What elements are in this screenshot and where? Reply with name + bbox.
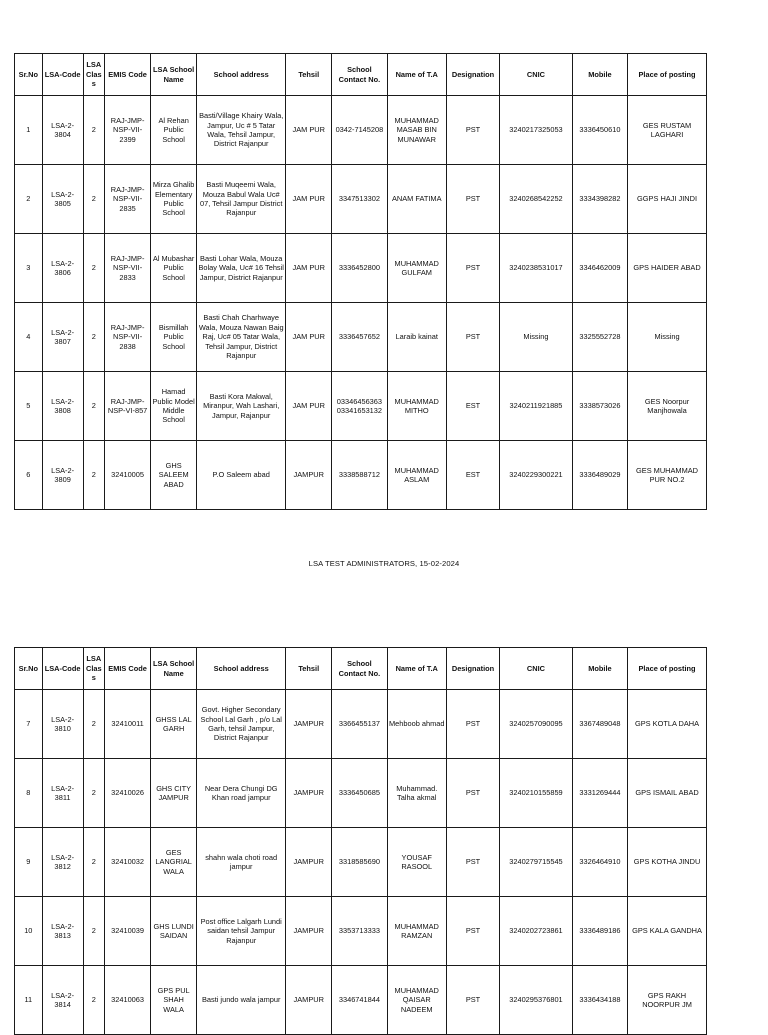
header-school-name: LSA School Name xyxy=(151,648,197,690)
cell-school-address: shahn wala choti road jampur xyxy=(197,828,286,897)
cell-posting: GGPS HAJI JINDI xyxy=(628,165,707,234)
cell-mobile: 3325552728 xyxy=(572,303,627,372)
table-row xyxy=(15,165,707,234)
header-designation: Designation xyxy=(446,54,499,96)
cell-posting: GES Noorpur Manjhowala xyxy=(628,372,707,441)
table-row xyxy=(15,372,707,441)
cell-cnic: 3240279715545 xyxy=(500,828,573,897)
cell-lsa-class: 2 xyxy=(83,897,104,966)
cell-lsa-class: 2 xyxy=(83,303,104,372)
cell-cnic: Missing xyxy=(500,303,573,372)
cell-sr-no: 8 xyxy=(15,759,43,828)
header-mobile: Mobile xyxy=(572,648,627,690)
header-contact: School Contact No. xyxy=(332,648,387,690)
cell-contact: 3338588712 xyxy=(332,441,387,510)
ta-table-1 xyxy=(14,53,707,510)
cell-lsa-class: 2 xyxy=(83,234,104,303)
cell-tehsil: JAM PUR xyxy=(286,234,332,303)
cell-emis-code: 32410026 xyxy=(105,759,151,828)
header-sr-no: Sr.No xyxy=(15,54,43,96)
cell-tehsil: JAMPUR xyxy=(286,966,332,1035)
header-school-address: School address xyxy=(197,648,286,690)
cell-designation: PST xyxy=(446,828,499,897)
table-header-row xyxy=(15,54,707,96)
header-cnic: CNIC xyxy=(500,648,573,690)
cell-mobile: 3331269444 xyxy=(572,759,627,828)
cell-posting: GPS KOTLA DAHA xyxy=(628,690,707,759)
cell-mobile: 3338573026 xyxy=(572,372,627,441)
cell-school-name: Al Mubashar Public School xyxy=(151,234,197,303)
cell-cnic: 3240295376801 xyxy=(500,966,573,1035)
table-row xyxy=(15,828,707,897)
cell-designation: PST xyxy=(446,96,499,165)
header-emis-code: EMIS Code xyxy=(105,648,151,690)
cell-posting: GPS ISMAIL ABAD xyxy=(628,759,707,828)
cell-school-address: Basti/Village Khairy Wala, Jampur, Uc # 5 Tatar Wala, Tehsil Jampur, District Rajanpur xyxy=(197,96,286,165)
cell-mobile: 3334398282 xyxy=(572,165,627,234)
table-row xyxy=(15,96,707,165)
table-row xyxy=(15,897,707,966)
cell-school-name: GHS LUNDI SAIDAN xyxy=(151,897,197,966)
cell-designation: PST xyxy=(446,303,499,372)
cell-sr-no: 7 xyxy=(15,690,43,759)
cell-mobile: 3336450610 xyxy=(572,96,627,165)
cell-emis-code: RAJ-JMP-NSP-VII-2835 xyxy=(105,165,151,234)
cell-tehsil: JAMPUR xyxy=(286,759,332,828)
cell-school-name: GHS SALEEM ABAD xyxy=(151,441,197,510)
cell-posting: Missing xyxy=(628,303,707,372)
ta-table-2 xyxy=(14,647,707,1035)
cell-posting: GPS HAIDER ABAD xyxy=(628,234,707,303)
header-ta-name: Name of T.A xyxy=(387,648,446,690)
cell-posting: GPS KOTHA JINDU xyxy=(628,828,707,897)
cell-designation: PST xyxy=(446,165,499,234)
cell-lsa-code: LSA-2-3813 xyxy=(42,897,83,966)
cell-school-address: P.O Saleem abad xyxy=(197,441,286,510)
header-lsa-code: LSA-Code xyxy=(42,54,83,96)
cell-sr-no: 11 xyxy=(15,966,43,1035)
header-tehsil: Tehsil xyxy=(286,54,332,96)
cell-lsa-code: LSA-2-3807 xyxy=(42,303,83,372)
cell-tehsil: JAMPUR xyxy=(286,690,332,759)
cell-tehsil: JAM PUR xyxy=(286,372,332,441)
cell-contact: 3347513302 xyxy=(332,165,387,234)
cell-cnic: 3240217325053 xyxy=(500,96,573,165)
cell-lsa-class: 2 xyxy=(83,441,104,510)
cell-school-name: Mirza Ghalib Elementary Public School xyxy=(151,165,197,234)
table-body xyxy=(15,96,707,510)
cell-contact: 3336457652 xyxy=(332,303,387,372)
cell-cnic: 3240211921885 xyxy=(500,372,573,441)
cell-sr-no: 1 xyxy=(15,96,43,165)
cell-ta-name: ANAM FATIMA xyxy=(387,165,446,234)
cell-school-address: Basti Lohar Wala, Mouza Bolay Wala, Uc# 16 Tehsil Jampur, District Rajanpur xyxy=(197,234,286,303)
cell-ta-name: MUHAMMAD MASAB BIN MUNAWAR xyxy=(387,96,446,165)
cell-school-name: GHSS LAL GARH xyxy=(151,690,197,759)
cell-ta-name: YOUSAF RASOOL xyxy=(387,828,446,897)
header-sr-no: Sr.No xyxy=(15,648,43,690)
cell-school-address: Near Dera Chungi DG Khan road jampur xyxy=(197,759,286,828)
cell-ta-name: Muhammad. Talha akmal xyxy=(387,759,446,828)
table-row xyxy=(15,759,707,828)
table-header-row xyxy=(15,648,707,690)
cell-designation: PST xyxy=(446,897,499,966)
cell-posting: GES MUHAMMAD PUR NO.2 xyxy=(628,441,707,510)
cell-contact: 0342-7145208 xyxy=(332,96,387,165)
table-row xyxy=(15,441,707,510)
cell-lsa-code: LSA-2-3806 xyxy=(42,234,83,303)
cell-school-address: Govt. Higher Secondary School Lal Garh , p/o Lal Garh, tehsil Jampur, District Rajanpur xyxy=(197,690,286,759)
header-tehsil: Tehsil xyxy=(286,648,332,690)
cell-contact: 3353713333 xyxy=(332,897,387,966)
header-designation: Designation xyxy=(446,648,499,690)
cell-sr-no: 3 xyxy=(15,234,43,303)
cell-sr-no: 6 xyxy=(15,441,43,510)
header-school-address: School address xyxy=(197,54,286,96)
cell-cnic: 3240202723861 xyxy=(500,897,573,966)
cell-emis-code: RAJ-JMP-NSP-VII-2838 xyxy=(105,303,151,372)
cell-sr-no: 9 xyxy=(15,828,43,897)
cell-lsa-code: LSA-2-3810 xyxy=(42,690,83,759)
cell-lsa-class: 2 xyxy=(83,828,104,897)
cell-lsa-code: LSA-2-3812 xyxy=(42,828,83,897)
cell-school-name: GPS PUL SHAH WALA xyxy=(151,966,197,1035)
cell-contact: 3346741844 xyxy=(332,966,387,1035)
header-cnic: CNIC xyxy=(500,54,573,96)
cell-school-name: GHS CITY JAMPUR xyxy=(151,759,197,828)
cell-mobile: 3367489048 xyxy=(572,690,627,759)
cell-lsa-code: LSA-2-3808 xyxy=(42,372,83,441)
cell-school-name: Al Rehan Public School xyxy=(151,96,197,165)
cell-school-address: Basti Muqeemi Wala, Mouza Babul Wala Uc# 07, Tehsil Jampur District Rajanpur xyxy=(197,165,286,234)
cell-tehsil: JAM PUR xyxy=(286,165,332,234)
cell-sr-no: 2 xyxy=(15,165,43,234)
cell-lsa-class: 2 xyxy=(83,165,104,234)
cell-posting: GPS KALA GANDHA xyxy=(628,897,707,966)
cell-cnic: 3240210155859 xyxy=(500,759,573,828)
header-lsa-class: LSA Class xyxy=(83,54,104,96)
cell-emis-code: 32410011 xyxy=(105,690,151,759)
cell-posting: GPS RAKH NOORPUR JM xyxy=(628,966,707,1035)
cell-cnic: 3240238531017 xyxy=(500,234,573,303)
cell-mobile: 3326464910 xyxy=(572,828,627,897)
cell-tehsil: JAM PUR xyxy=(286,96,332,165)
cell-cnic: 3240229300221 xyxy=(500,441,573,510)
cell-tehsil: JAM PUR xyxy=(286,303,332,372)
header-lsa-class: LSA Class xyxy=(83,648,104,690)
cell-mobile: 3336434188 xyxy=(572,966,627,1035)
cell-school-address: Post office Lalgarh Lundi saidan tehsil Jampur Rajanpur xyxy=(197,897,286,966)
cell-emis-code: RAJ-JMP-NSP-VII-2399 xyxy=(105,96,151,165)
cell-school-name: GES LANGRIAL WALA xyxy=(151,828,197,897)
header-contact: School Contact No. xyxy=(332,54,387,96)
cell-ta-name: MUHAMMAD QAISAR NADEEM xyxy=(387,966,446,1035)
cell-school-address: Basti Chah Charhwaye Wala, Mouza Nawan Baig Raj, Uc# 05 Tatar Wala, Tehsil Jampur, District Rajanpur xyxy=(197,303,286,372)
table-row xyxy=(15,966,707,1035)
cell-lsa-code: LSA-2-3804 xyxy=(42,96,83,165)
cell-contact: 3336452800 xyxy=(332,234,387,303)
cell-lsa-code: LSA-2-3809 xyxy=(42,441,83,510)
table-body xyxy=(15,690,707,1035)
cell-school-name: Bismillah Public School xyxy=(151,303,197,372)
header-school-name: LSA School Name xyxy=(151,54,197,96)
cell-designation: PST xyxy=(446,234,499,303)
cell-lsa-class: 2 xyxy=(83,759,104,828)
header-posting: Place of posting xyxy=(628,54,707,96)
cell-posting: GES RUSTAM LAGHARI xyxy=(628,96,707,165)
cell-cnic: 3240257090095 xyxy=(500,690,573,759)
cell-school-name: Hamad Public Model Middle School xyxy=(151,372,197,441)
cell-mobile: 3346462009 xyxy=(572,234,627,303)
cell-lsa-class: 2 xyxy=(83,372,104,441)
cell-designation: PST xyxy=(446,966,499,1035)
cell-lsa-class: 2 xyxy=(83,690,104,759)
cell-mobile: 3336489186 xyxy=(572,897,627,966)
cell-emis-code: 32410032 xyxy=(105,828,151,897)
cell-lsa-code: LSA-2-3811 xyxy=(42,759,83,828)
table-row xyxy=(15,303,707,372)
cell-emis-code: RAJ-JMP-NSP-VII-2833 xyxy=(105,234,151,303)
cell-ta-name: MUHAMMAD ASLAM xyxy=(387,441,446,510)
cell-ta-name: MUHAMMAD MITHO xyxy=(387,372,446,441)
cell-mobile: 3336489029 xyxy=(572,441,627,510)
cell-school-address: Basti jundo wala jampur xyxy=(197,966,286,1035)
cell-ta-name: Mehboob ahmad xyxy=(387,690,446,759)
header-mobile: Mobile xyxy=(572,54,627,96)
cell-emis-code: 32410039 xyxy=(105,897,151,966)
cell-cnic: 3240268542252 xyxy=(500,165,573,234)
cell-school-address: Basti Kora Makwal, Miranpur, Wah Lashari, Jampur, Rajanpur xyxy=(197,372,286,441)
table-row xyxy=(15,234,707,303)
cell-ta-name: Laraib kainat xyxy=(387,303,446,372)
cell-contact: 3366455137 xyxy=(332,690,387,759)
cell-lsa-code: LSA-2-3814 xyxy=(42,966,83,1035)
cell-contact: 3318585690 xyxy=(332,828,387,897)
cell-designation: EST xyxy=(446,441,499,510)
cell-emis-code: 32410063 xyxy=(105,966,151,1035)
cell-tehsil: JAMPUR xyxy=(286,828,332,897)
cell-designation: EST xyxy=(446,372,499,441)
cell-tehsil: JAMPUR xyxy=(286,441,332,510)
cell-sr-no: 10 xyxy=(15,897,43,966)
cell-contact: 03346456363 03341653132 xyxy=(332,372,387,441)
header-ta-name: Name of T.A xyxy=(387,54,446,96)
cell-contact: 3336450685 xyxy=(332,759,387,828)
cell-sr-no: 5 xyxy=(15,372,43,441)
cell-emis-code: RAJ-JMP-NSP-VI-857 xyxy=(105,372,151,441)
cell-designation: PST xyxy=(446,759,499,828)
cell-lsa-class: 2 xyxy=(83,966,104,1035)
cell-lsa-class: 2 xyxy=(83,96,104,165)
cell-ta-name: MUHAMMAD RAMZAN xyxy=(387,897,446,966)
header-emis-code: EMIS Code xyxy=(105,54,151,96)
document-caption: LSA TEST ADMINISTRATORS, 15-02-2024 xyxy=(308,559,460,568)
cell-sr-no: 4 xyxy=(15,303,43,372)
cell-lsa-code: LSA-2-3805 xyxy=(42,165,83,234)
cell-designation: PST xyxy=(446,690,499,759)
cell-ta-name: MUHAMMAD GULFAM xyxy=(387,234,446,303)
table-row xyxy=(15,690,707,759)
header-posting: Place of posting xyxy=(628,648,707,690)
cell-tehsil: JAMPUR xyxy=(286,897,332,966)
cell-emis-code: 32410005 xyxy=(105,441,151,510)
header-lsa-code: LSA-Code xyxy=(42,648,83,690)
